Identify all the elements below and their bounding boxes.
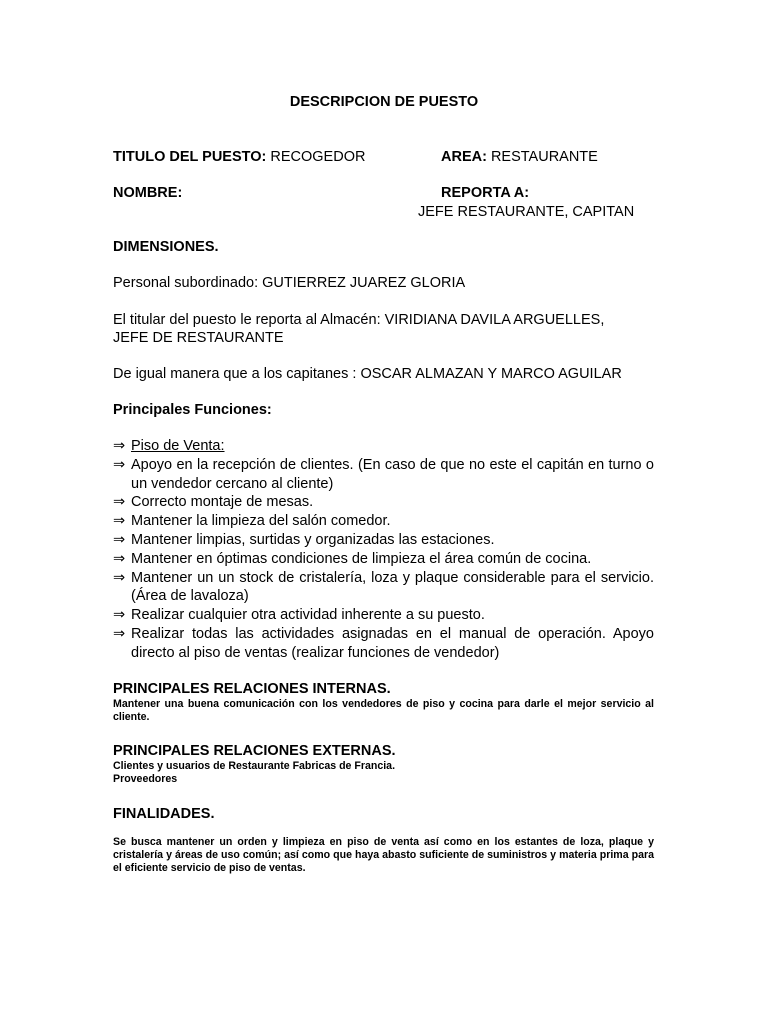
finalidades-text: Se busca mantener un orden y limpieza en piso de venta así como en los estantes de loza, plaque y cristalería y áreas de uso común; así como que haya abasto suficiente de suministros y materia prima para el eficiente servicio de piso de ventas.: [113, 836, 654, 874]
titulo-label: TITULO DEL PUESTO:: [113, 149, 267, 165]
arrow-icon: ⇒: [113, 550, 126, 567]
funcion-text: Correcto montaje de mesas.: [131, 494, 314, 511]
arrow-icon: ⇒: [113, 569, 126, 586]
funcion-text: Realizar cualquier otra actividad inherente a su puesto.: [131, 607, 485, 624]
arrow-icon: ⇒: [113, 494, 126, 511]
funciones-list: [113, 437, 654, 663]
arrow-icon: ⇒: [113, 625, 126, 642]
list-item: [113, 437, 654, 456]
list-item: [113, 493, 654, 512]
externas-line-2: Proveedores: [113, 773, 178, 785]
arrow-icon: ⇒: [113, 513, 126, 530]
area-value: RESTAURANTE: [490, 149, 598, 165]
internas-text: Mantener una buena comunicación con los vendedores de piso y cocina para darle el mejor servicio al cliente.: [113, 698, 654, 723]
funcion-text: Realizar todas las actividades asignadas en el manual de operación. Apoyo directo al piso de ventas (realizar funciones de vendedor): [131, 625, 654, 661]
funcion-text: Mantener la limpieza del salón comedor.: [131, 513, 391, 530]
externas-line-1: Clientes y usuarios de Restaurante Fabricas de Francia.: [113, 760, 396, 772]
area-row: [441, 148, 598, 166]
list-item: [113, 606, 654, 625]
titular-line-2: JEFE DE RESTAURANTE: [113, 330, 284, 346]
list-item: [113, 569, 654, 607]
arrow-icon: ⇒: [113, 607, 126, 624]
subordinado-text: Personal subordinado: GUTIERREZ JUAREZ GLORIA: [113, 275, 466, 291]
list-item: [113, 512, 654, 531]
arrow-icon: ⇒: [113, 438, 126, 454]
area-label: AREA:: [441, 149, 487, 165]
titulo-row: [113, 148, 365, 166]
funcion-text: Apoyo en la recepción de clientes. (En caso de que no este el capitán en turno o un vendedor cercano al cliente): [131, 456, 654, 492]
reporta-value: JEFE RESTAURANTE, CAPITAN: [418, 204, 635, 220]
arrow-icon: ⇒: [113, 456, 126, 473]
arrow-icon: ⇒: [113, 531, 126, 548]
funcion-text: Mantener limpias, surtidas y organizadas las estaciones.: [131, 531, 495, 548]
list-item: [113, 456, 654, 494]
funciones-heading: Principales Funciones:: [113, 402, 272, 418]
capitanes-text: De igual manera que a los capitanes : OSCAR ALMAZAN Y MARCO AGUILAR: [113, 366, 622, 382]
externas-heading: PRINCIPALES RELACIONES EXTERNAS.: [113, 743, 396, 759]
titular-line-1: El titular del puesto le reporta al Almacén: VIRIDIANA DAVILA ARGUELLES,: [113, 312, 605, 328]
reporta-label: REPORTA A:: [441, 185, 530, 201]
internas-heading: PRINCIPALES RELACIONES INTERNAS.: [113, 681, 391, 697]
piso-venta-label: Piso de Venta:: [131, 438, 225, 454]
titulo-value: RECOGEDOR: [270, 149, 366, 165]
funcion-text: Mantener en óptimas condiciones de limpieza el área común de cocina.: [131, 550, 592, 567]
list-item: [113, 550, 654, 569]
document-title: DESCRIPCION DE PUESTO: [289, 94, 479, 110]
dimensiones-heading: DIMENSIONES.: [113, 239, 219, 255]
nombre-label: NOMBRE:: [113, 185, 183, 201]
finalidades-heading: FINALIDADES.: [113, 806, 215, 822]
list-item: [113, 531, 654, 550]
funcion-text: Mantener un un stock de cristalería, loza y plaque considerable para el servicio. (Área de lavaloza): [131, 569, 654, 605]
list-item: [113, 625, 654, 663]
